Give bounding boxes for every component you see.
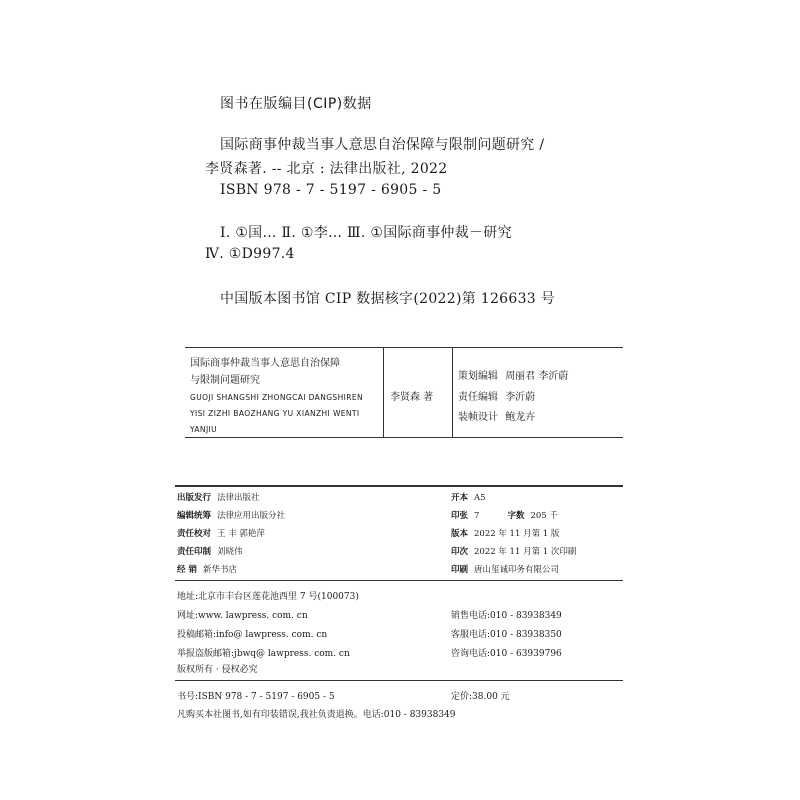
editor-value: 李沂蔚 [505, 392, 536, 403]
spec-row-printer [451, 563, 559, 575]
book-author: 李贤森 著 [390, 392, 434, 403]
publish-row-printing-manager [177, 545, 243, 557]
editor-row-design [458, 408, 535, 423]
spec-value: 2022 年 11 月第 1 次印刷 [474, 547, 577, 557]
publish-value: 刘晓伟 [217, 547, 243, 557]
contact-top-rule [175, 580, 623, 581]
book-pinyin-3: YANJIU [190, 425, 218, 434]
cip-line-clc: Ⅳ. ①D997.4 [205, 246, 295, 262]
publish-value: 法律出版社 [217, 493, 260, 503]
spec-value: 2022 年 11 月第 1 版 [474, 529, 560, 539]
spec-value-words: 205 千 [530, 511, 558, 521]
editor-label: 责任编辑 [458, 392, 498, 403]
book-pinyin-1: GUOJI SHANGSHI ZHONGCAI DANGSHIREN [190, 393, 363, 402]
publish-label: 责任印制 [177, 547, 212, 557]
footer-isbn: 书号:ISBN 978 - 7 - 5197 - 6905 - 5 [177, 692, 335, 702]
publish-label: 责任校对 [177, 529, 212, 539]
book-title-line2: 与限制问题研究 [190, 375, 260, 386]
footer-price: 定价:38.00 元 [451, 692, 510, 702]
publish-value: 新华书店 [202, 565, 237, 575]
publish-label: 经 销 [177, 565, 197, 575]
cip-line-classification: Ⅰ. ①国… Ⅱ. ①李… Ⅲ. ①国际商事仲裁－研究 [220, 225, 512, 241]
publish-value: 王 丰 郭艳萍 [217, 529, 265, 539]
spec-label: 版本 [451, 529, 469, 539]
spec-row-edition [451, 527, 559, 539]
publish-row-proofreader [177, 527, 265, 539]
spec-row-impression [451, 545, 576, 557]
cip-title: 图书在版编目(CIP)数据 [220, 96, 372, 112]
box-divider-2 [452, 347, 453, 438]
editor-label: 装帧设计 [458, 412, 498, 423]
contact-address: 地址:北京市丰台区莲花池西里 7 号(100073) [177, 592, 359, 602]
spec-value: 7 [474, 511, 480, 521]
contact-service-phone: 客服电话:010 - 83938350 [451, 630, 562, 640]
publish-value: 法律应用出版分社 [217, 511, 286, 521]
publish-label: 编辑统筹 [177, 511, 212, 521]
publish-label: 出版发行 [177, 493, 212, 503]
publish-row-coordinator [177, 509, 285, 521]
spec-label-words: 字数 [507, 511, 525, 521]
publish-top-rule [175, 485, 623, 487]
spec-label: 印次 [451, 547, 469, 557]
editor-value: 鲍龙卉 [505, 412, 536, 423]
spec-label: 开本 [451, 493, 469, 503]
spec-label: 印张 [451, 511, 469, 521]
contact-piracy-email: 举报盗版邮箱:jbwq@ lawpress. com. cn [177, 649, 350, 659]
book-title-line1: 国际商事仲裁当事人意思自治保障 [190, 358, 340, 369]
contact-inquiry-phone: 咨询电话:010 - 63939796 [451, 649, 562, 659]
book-pinyin-2: YISI ZIZHI BAOZHANG YU XIANZHI WENTI [190, 409, 360, 418]
spec-value: A5 [474, 493, 486, 503]
editor-label: 策划编辑 [458, 371, 498, 382]
box-top-rule [185, 347, 623, 348]
spec-value: 唐山玺诚印务有限公司 [474, 565, 560, 575]
contact-sales-phone: 销售电话:010 - 83938349 [451, 611, 562, 621]
contact-submission-email: 投稿邮箱:info@ lawpress. com. cn [177, 630, 328, 640]
cip-line-author: 李贤森著. -- 北京 : 法律出版社, 2022 [205, 161, 448, 177]
footer-top-rule [175, 680, 623, 681]
cip-line-isbn: ISBN 978 - 7 - 5197 - 6905 - 5 [220, 182, 442, 198]
box-divider-1 [383, 347, 384, 438]
publish-row-publisher [177, 491, 260, 503]
editor-row-responsible [458, 388, 535, 403]
copyright-notice: 版权所有 · 侵权必究 [177, 665, 258, 675]
spec-row-format [451, 491, 486, 503]
cip-line-number: 中国版本图书馆 CIP 数据核字(2022)第 126633 号 [220, 291, 556, 307]
contact-website: 网址:www. lawpress. com. cn [177, 611, 308, 621]
editor-row-planning [458, 367, 568, 382]
spec-label: 印刷 [451, 565, 469, 575]
editor-value: 周丽君 李沂蔚 [505, 371, 569, 382]
cip-line-title: 国际商事仲裁当事人意思自治保障与限制问题研究 / [220, 137, 545, 153]
box-bottom-rule [185, 437, 623, 438]
publish-row-distributor [177, 563, 237, 575]
spec-row-sheets [451, 509, 558, 521]
footer-notice: 凡购买本社图书,如有印装错误,我社负责退换。电话:010 - 83938349 [177, 710, 456, 720]
